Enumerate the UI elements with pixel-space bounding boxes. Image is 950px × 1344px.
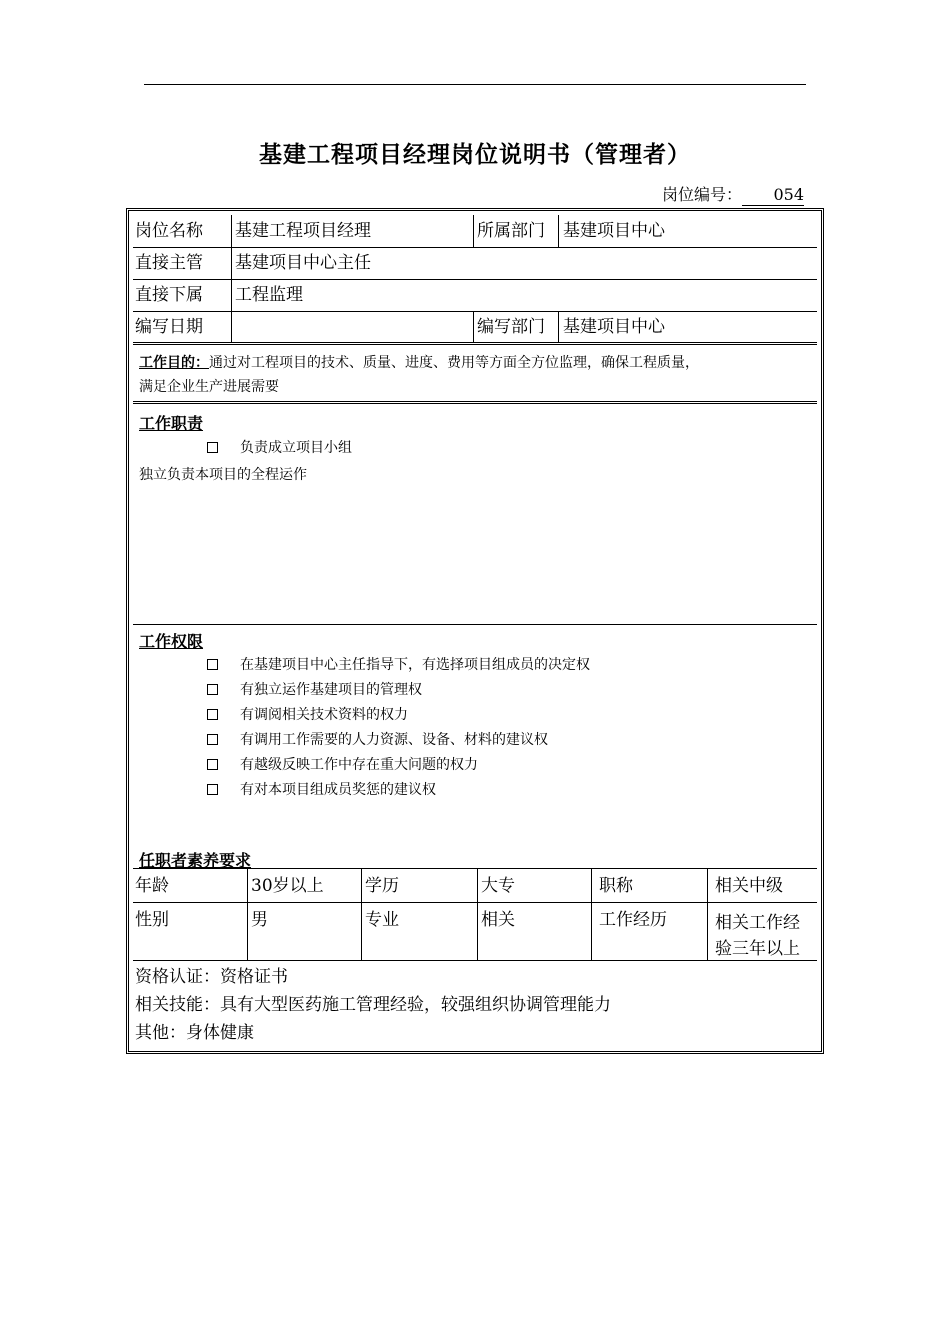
supervisor-value: 基建项目中心主任 [235,253,371,273]
grid-line [133,902,817,903]
checkbox-icon [207,759,218,770]
authority-item: 有调阅相关技术资料的权力 [207,704,408,724]
grid-line [133,401,817,404]
checkbox-icon [207,659,218,670]
purpose-label: 工作目的： [139,355,209,371]
grid-line [247,868,248,960]
title-value: 相关中级 [715,876,783,896]
post-name-label: 岗位名称 [135,221,203,241]
grid-line [133,279,817,280]
grid-line [133,247,817,248]
major-value: 相关 [481,910,515,930]
grid-line [361,868,362,960]
document-title: 基建工程项目经理岗位说明书（管理者） [259,142,691,168]
age-value: 30岁以上 [251,876,324,896]
purpose-line1: 通过对工程项目的技术、质量、进度、费用等方面全方位监理，确保工程质量， [209,355,699,371]
checkbox-icon [207,734,218,745]
skills: 相关技能：具有大型医药施工管理经验，较强组织协调管理能力 [135,995,611,1015]
checkbox-icon [207,684,218,695]
grid-line [477,868,478,960]
grid-line [558,215,559,247]
grid-line [133,311,817,312]
title-label: 职称 [599,876,633,896]
authority-heading: 工作权限 [139,632,204,651]
authority-item: 有独立运作基建项目的管理权 [207,679,422,699]
grid-line [707,868,708,960]
qualifications-heading: 任职者素养要求 [139,851,252,870]
education-value: 大专 [481,876,515,896]
purpose-line2: 满足企业生产进展需要 [139,379,279,395]
duties-note: 独立负责本项目的全程运作 [139,467,307,483]
authority-item: 有调用工作需要的人力资源、设备、材料的建议权 [207,729,548,749]
header-rule [144,84,806,85]
department-value: 基建项目中心 [563,221,665,241]
authority-item: 有对本项目组成员奖惩的建议权 [207,779,436,799]
grid-line [591,868,592,960]
grid-line [133,342,817,345]
certification: 资格认证：资格证书 [135,967,288,987]
age-label: 年龄 [135,876,169,896]
department-label: 所属部门 [477,221,545,241]
gender-label: 性别 [135,910,169,930]
supervisor-label: 直接主管 [135,253,203,273]
experience-label: 工作经历 [599,910,667,930]
other-requirements: 其他：身体健康 [135,1023,254,1043]
major-label: 专业 [365,910,399,930]
grid-line [133,868,817,869]
write-date-label: 编写日期 [135,317,203,337]
write-dept-value: 基建项目中心 [563,317,665,337]
write-dept-label: 编写部门 [477,317,545,337]
checkbox-icon [207,442,218,453]
checkbox-icon [207,709,218,720]
experience-value: 相关工作经 验三年以上 [715,913,800,959]
duties-heading: 工作职责 [139,414,204,433]
grid-line [558,311,559,343]
subordinate-label: 直接下属 [135,285,203,305]
grid-line [473,215,474,247]
subordinate-value: 工程监理 [235,285,303,305]
checkbox-icon [207,784,218,795]
authority-item: 在基建项目中心主任指导下，有选择项目组成员的决定权 [207,654,590,674]
gender-value: 男 [251,910,268,930]
education-label: 学历 [365,876,399,896]
post-number-label: 岗位编号： [661,185,742,204]
post-name-value: 基建工程项目经理 [235,221,371,241]
authority-item: 有越级反映工作中存在重大问题的权力 [207,754,478,774]
post-number [600,182,804,206]
purpose-block [139,351,819,399]
duty-item: 负责成立项目小组 [207,437,352,457]
grid-line [133,624,817,625]
post-number-value: 054 [742,185,804,206]
grid-line [473,311,474,343]
job-description-table [126,208,824,1054]
